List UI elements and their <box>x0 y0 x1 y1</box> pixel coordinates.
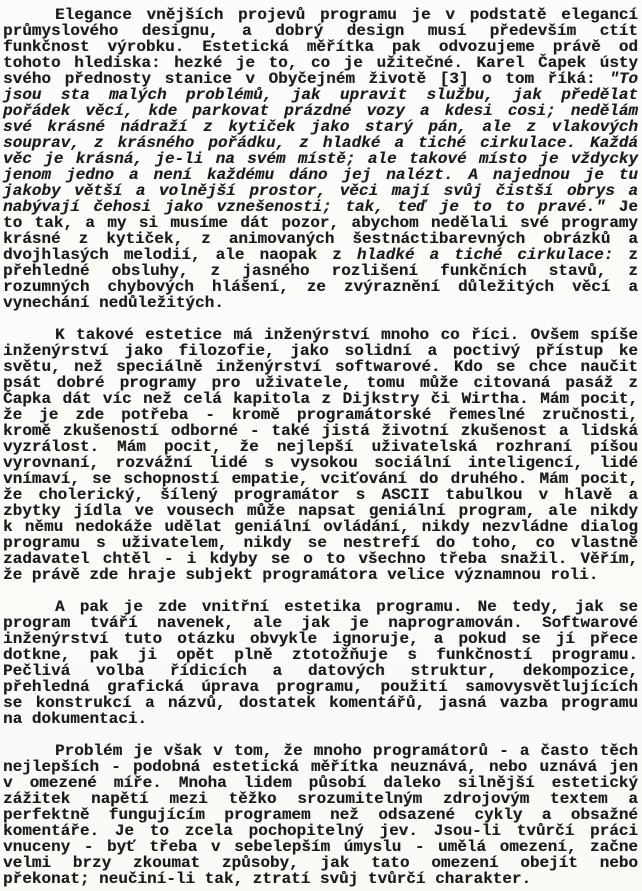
text-line <box>3 503 638 519</box>
text-line <box>3 647 638 663</box>
body-text: programu s uživatelem, nikdy se nestrefí do toho, co vlastně <box>3 534 638 552</box>
text-line <box>3 55 638 71</box>
body-text: Elegance vnějších projevů programu je v podstatě elegancí <box>55 6 638 24</box>
body-text: tohoto hlediska: hezké je to, co je užitečné. Karel Čapek ústy <box>3 54 638 72</box>
text-line <box>3 343 638 359</box>
text-line <box>3 535 638 551</box>
body-text: světu, než speciálně inženýrství softwarové. Kdo se chce naučit <box>3 358 638 376</box>
quoted-italic-text: věc je krásná, je-li na svém místě; ale takové místo je vždycky <box>3 150 638 168</box>
body-text: se konstrukcí a názvů, dostatek komentářů, jasná vazba programu <box>3 694 638 712</box>
text-line <box>3 567 638 583</box>
body-text: přehledná grafická úprava programu, použití samovysvětlujících <box>3 678 638 696</box>
body-text: průmyslového designu, a dobrý design musí především ctít <box>3 22 638 40</box>
text-line <box>3 455 638 471</box>
body-text: inženýrství jako filozofie, jako solidní a poctivý přístup ke <box>3 342 638 360</box>
text-line <box>3 791 638 807</box>
body-text: přehledné obsluhy, z jasného rozlišení funkčních stavů, z <box>3 262 638 280</box>
text-line <box>3 711 638 727</box>
body-text: zbytky jídla ve vousech může napsat geniální program, ale nikdy <box>3 502 638 520</box>
body-text: komentáře. Je to zcela pochopitelný jev. Jsou-li tvůrčí práci <box>3 822 638 840</box>
quoted-italic-text: souprav, z krásného pořádku, z hladké a tiché cirkulace. Každá <box>3 134 638 152</box>
body-text: vyrovnaní, rozvážní lidé s vysokou sociální inteligencí, lidé <box>3 454 638 472</box>
text-line <box>3 103 638 119</box>
body-text: inženýrství tuto otázku obvykle ignoruje, a pokud se jí přece <box>3 630 638 648</box>
text-line <box>3 199 638 215</box>
paragraph-1 <box>3 7 638 311</box>
body-text: že je zde potřeba - kromě programátorské řemeslné zručnosti, <box>3 406 638 424</box>
body-text: dotkne, pak ji opět plně ztotožňuje s funkčností programu. <box>3 646 638 664</box>
text-line <box>3 71 638 87</box>
text-line <box>3 183 638 199</box>
text-line <box>3 823 638 839</box>
text-line <box>3 663 638 679</box>
body-text: program tváří navenek, ale jak je naprogramován. Softwarové <box>3 614 638 632</box>
text-line <box>3 327 638 343</box>
text-line <box>3 743 638 759</box>
text-line <box>3 519 638 535</box>
text-line <box>3 375 638 391</box>
quoted-italic-text: hladké a tiché cirkulace: <box>356 246 614 264</box>
text-line <box>3 407 638 423</box>
text-line <box>3 167 638 183</box>
text-line <box>3 359 638 375</box>
text-line <box>3 279 638 295</box>
text-line <box>3 615 638 631</box>
body-text: vnímaví, se schopností empatie, vciťování do druhého. Mám pocit, <box>3 470 638 488</box>
text-line <box>3 247 638 263</box>
paragraph-4 <box>3 743 638 887</box>
quoted-italic-text: "To <box>609 70 638 88</box>
text-line <box>3 631 638 647</box>
body-text: překonat; neučiní-li tak, ztratí svůj tvůrčí charakter. <box>3 870 532 888</box>
text-line <box>3 695 638 711</box>
body-text: zadavatel chtěl - i kdyby se o to všechno třeba snažil. Věřím, <box>3 550 638 568</box>
body-text: dvojhlasých melodií, ale naopak z <box>3 246 357 264</box>
body-text: K takové estetice má inženýrství mnoho co říci. Ovšem spíše <box>55 326 638 344</box>
quoted-italic-text: jenom jedno a není každému dáno jej nalézt. A najednou je tu <box>3 166 638 184</box>
body-text: A pak je zde vnitřní estetika programu. Ne tedy, jak se <box>55 598 638 616</box>
body-text: rozumných chybových hlášení, ze zvýraznění důležitých věcí a <box>3 278 638 296</box>
text-line <box>3 679 638 695</box>
body-text: Je <box>605 198 638 216</box>
body-text: z <box>613 246 639 264</box>
body-text: psát dobré programy pro uživatele, tomu může citovaná pasáž z <box>3 374 638 392</box>
text-line <box>3 119 638 135</box>
body-text: funkčnost výrobku. Estetická měřítka pak odvozujeme právě od <box>3 38 638 56</box>
text-line <box>3 855 638 871</box>
text-line <box>3 215 638 231</box>
text-line <box>3 439 638 455</box>
text-line <box>3 599 638 615</box>
text-line <box>3 759 638 775</box>
body-text: Čapka dát víc než celá kapitola z Dijkstry či Wirtha. Mám pocit, <box>3 390 638 408</box>
body-text: vyzrálost. Mám pocit, že nejlepší uživatelská rozhraní píšou <box>3 438 638 456</box>
text-line <box>3 263 638 279</box>
text-line <box>3 839 638 855</box>
body-text: perfektně fungujícím programem než odsazené cykly a obsažné <box>3 806 638 824</box>
paragraph-2 <box>3 327 638 583</box>
body-text: svého přednosty stanice v Obyčejném životě [3] o tom říká: <box>3 70 610 88</box>
body-text: kromě zkušeností odborné - také jistá životní zkušenost a lidská <box>3 422 638 440</box>
body-text: že cholerický, šílený programátor s ASCII tabulkou v hlavě a <box>3 486 638 504</box>
body-text: vnuceny - byť třeba v sebelepším úmyslu - umělá omezení, začne <box>3 838 638 856</box>
body-text: to tak, a my si musíme dát pozor, abychom nedělali své programy <box>3 214 638 232</box>
body-text: vynechání nedůležitých. <box>3 294 224 312</box>
document-body <box>3 7 638 887</box>
quoted-italic-text: pořádek věcí, kde parkovat prázdné vozy a kdesi cosi; nedělám <box>3 102 638 120</box>
body-text: krásné z kytiček, z animovaných šestnáctibarevných obrázků a <box>3 230 638 248</box>
body-text: na dokumentaci. <box>3 710 148 728</box>
body-text: Pečlivá volba řídicích a datových struktur, dekompozice, <box>3 662 638 680</box>
body-text: zážitek napětí mezi těžko srozumitelným zdrojovým textem a <box>3 790 638 808</box>
text-line <box>3 391 638 407</box>
text-line <box>3 151 638 167</box>
text-line <box>3 7 638 23</box>
body-text: že právě zde hraje subjekt programátora velice významnou roli. <box>3 566 599 584</box>
text-line <box>3 471 638 487</box>
text-line <box>3 39 638 55</box>
quoted-italic-text: své krásné nádraží z kytiček jako starý pán, ale z vlakových <box>3 118 638 136</box>
body-text: nejlepších - podobná estetická měřítka neuznává, nebo uznává jen <box>3 758 638 776</box>
quoted-italic-text: jsou sta malých problémů, jak upravit službu, jak předělat <box>3 86 638 104</box>
quoted-italic-text: nabývají čehosi jako vznešenosti; tak, teď je to to pravé." <box>3 198 606 216</box>
text-line <box>3 487 638 503</box>
text-line <box>3 807 638 823</box>
text-line <box>3 23 638 39</box>
text-line <box>3 135 638 151</box>
body-text: velmi brzy zkoumat způsoby, jak tato omezení obejít nebo <box>3 854 638 872</box>
quoted-italic-text: jakoby větší a volnější prostor, věci mají svůj čistší obrys a <box>3 182 638 200</box>
text-line <box>3 231 638 247</box>
paragraph-3 <box>3 599 638 727</box>
body-text: k němu nedokáže udělat geniální ovládání, nikdy nezvládne dialog <box>3 518 638 536</box>
text-line <box>3 871 638 887</box>
text-line <box>3 295 638 311</box>
text-line <box>3 423 638 439</box>
text-line <box>3 775 638 791</box>
body-text: Problém je však v tom, že mnoho programátorů - a často těch <box>55 742 638 760</box>
body-text: v omezené míře. Mnoha lidem působí daleko silnější estetický <box>3 774 638 792</box>
text-line <box>3 87 638 103</box>
text-line <box>3 551 638 567</box>
